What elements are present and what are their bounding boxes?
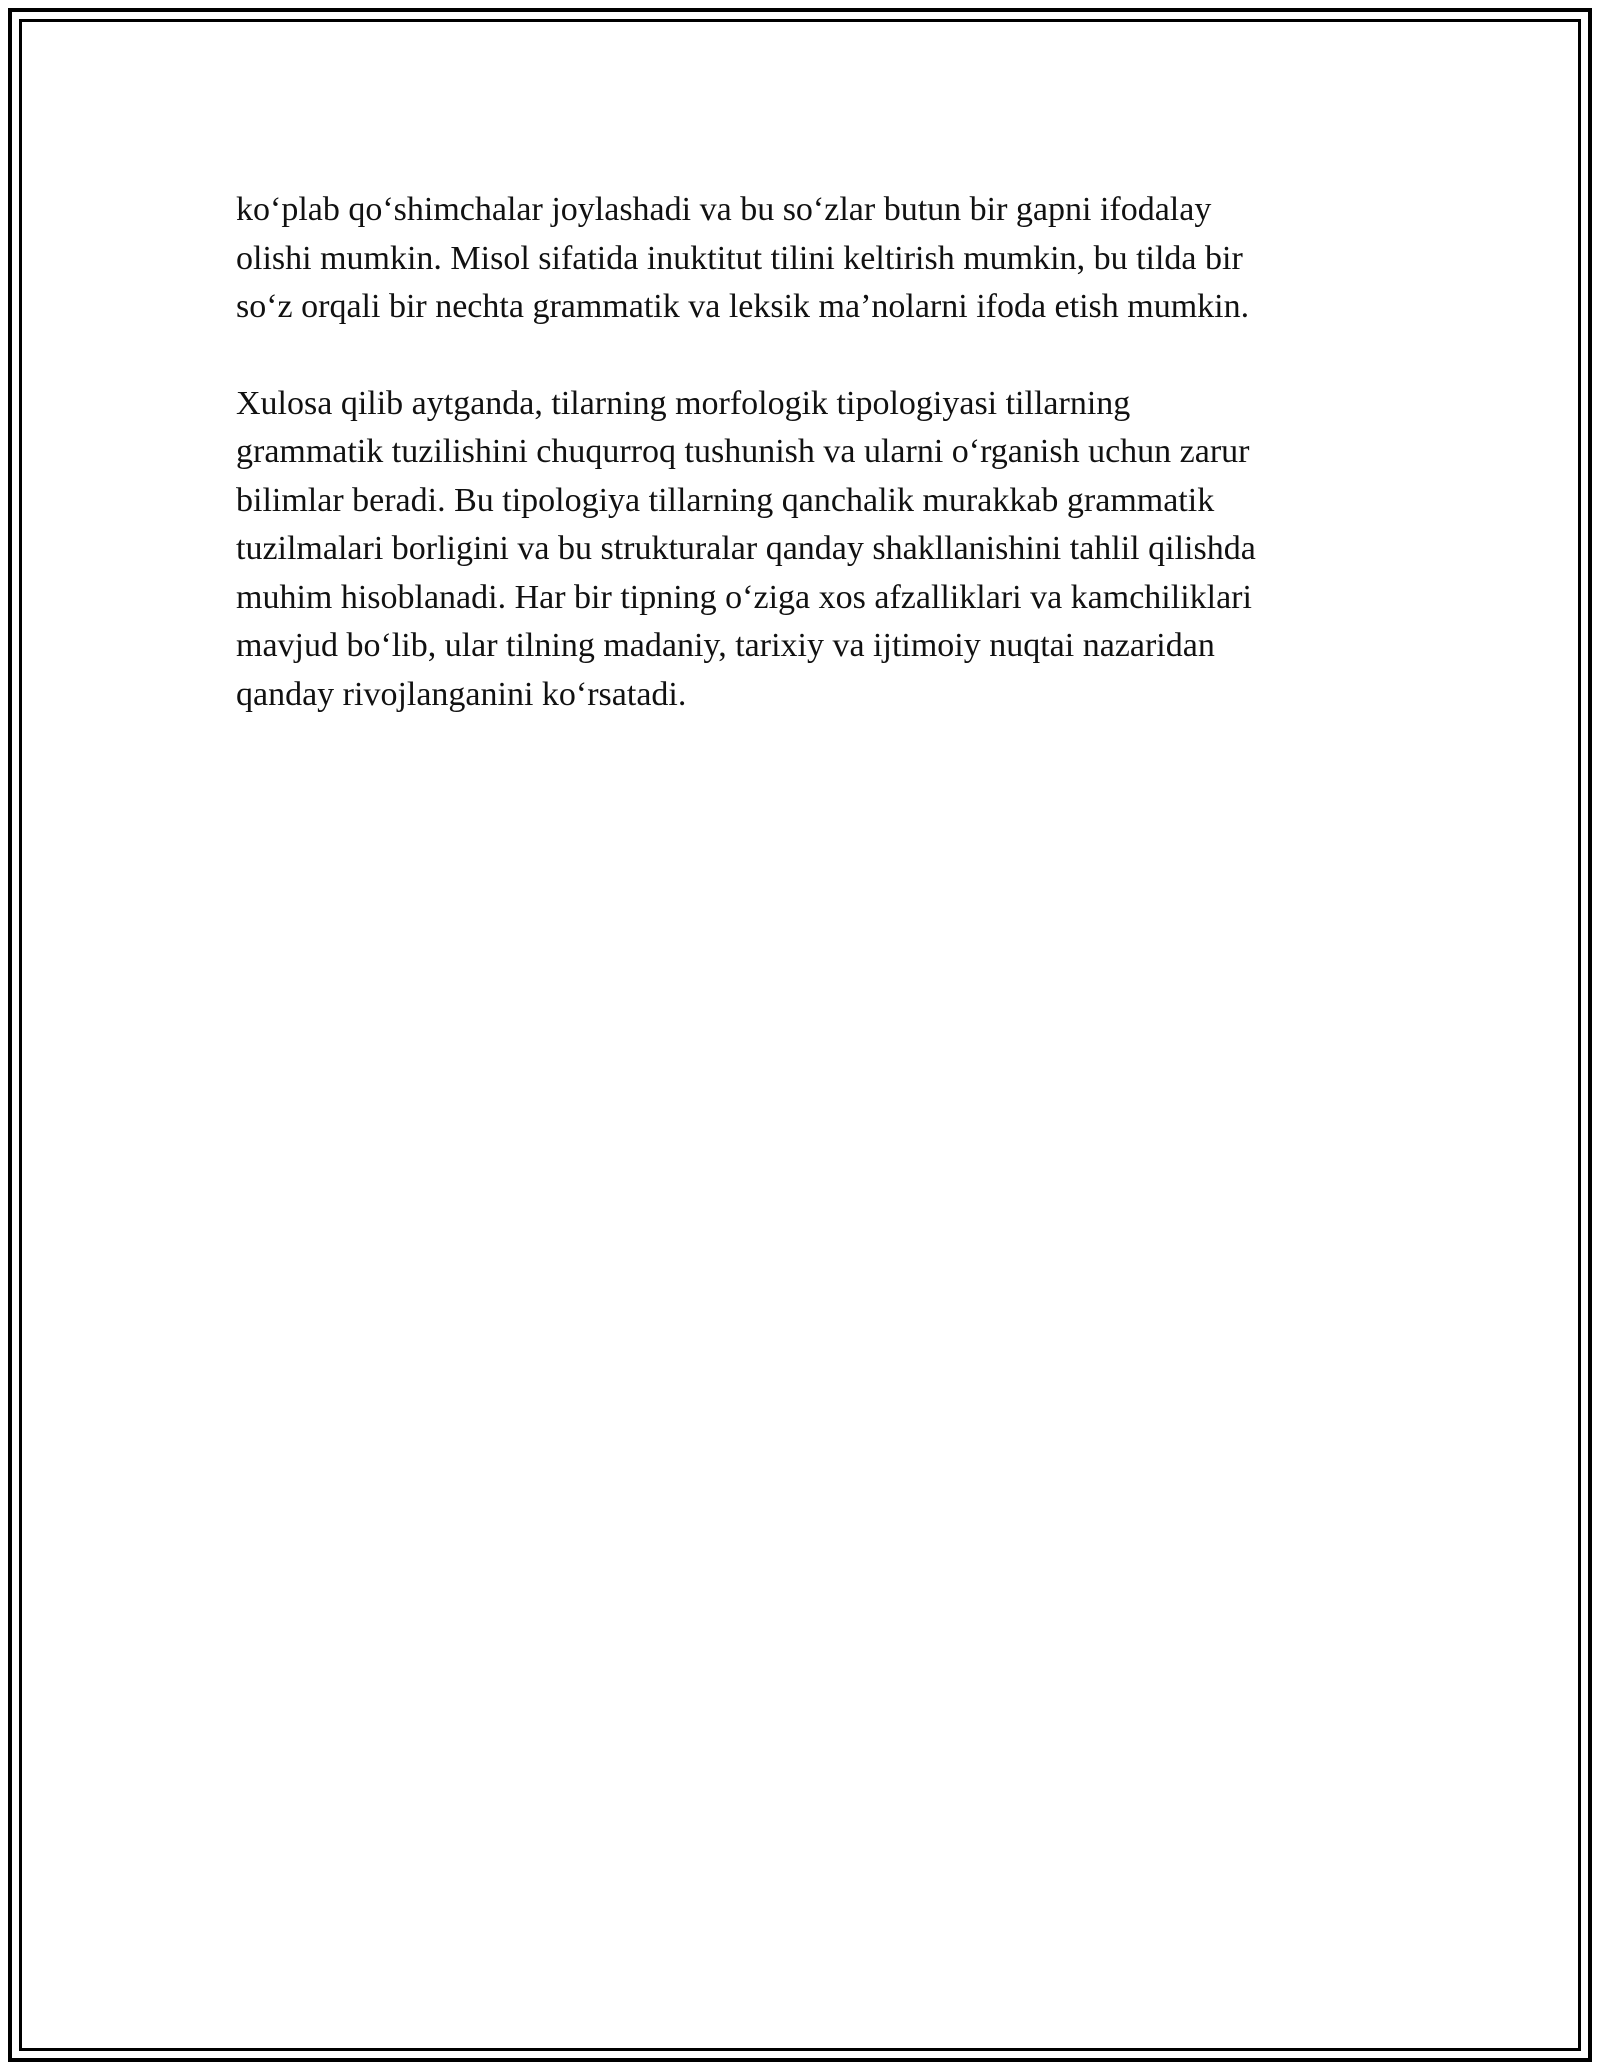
paragraph-line: ko‘plab qo‘shimchalar joylashadi va bu so‘zlar butun bir gapni ifodalay	[236, 191, 1212, 228]
paragraph-2	[236, 380, 1376, 720]
document-body	[236, 186, 1376, 719]
paragraph-line: grammatik tuzilishini chuqurroq tushunish va ularni o‘rganish uchun zarur	[236, 433, 1250, 470]
paragraph-line: so‘z orqali bir nechta grammatik va leksik ma’nolarni ifoda etish mumkin.	[236, 288, 1250, 325]
paragraph-line: qanday rivojlanganini ko‘rsatadi.	[236, 675, 687, 713]
paragraph-line: tuzilmalari borligini va bu strukturalar qanday shakllanishini tahlil qilishda	[236, 530, 1256, 567]
paragraph-line: bilimlar beradi. Bu tipologiya tillarning qanchalik murakkab grammatik	[236, 481, 1215, 519]
paragraph-line: olishi mumkin. Misol sifatida inuktitut tilini keltirish mumkin, bu tilda bir	[236, 239, 1243, 277]
paragraph-line: Xulosa qilib aytganda, tilarning morfologik tipologiyasi tillarning	[236, 384, 1131, 422]
paragraph-line: muhim hisoblanadi. Har bir tipning o‘ziga xos afzalliklari va kamchiliklari	[236, 578, 1252, 616]
paragraph-line: mavjud bo‘lib, ular tilning madaniy, tarixiy va ijtimoiy nuqtai nazaridan	[236, 627, 1215, 664]
paragraph-1	[236, 186, 1376, 332]
